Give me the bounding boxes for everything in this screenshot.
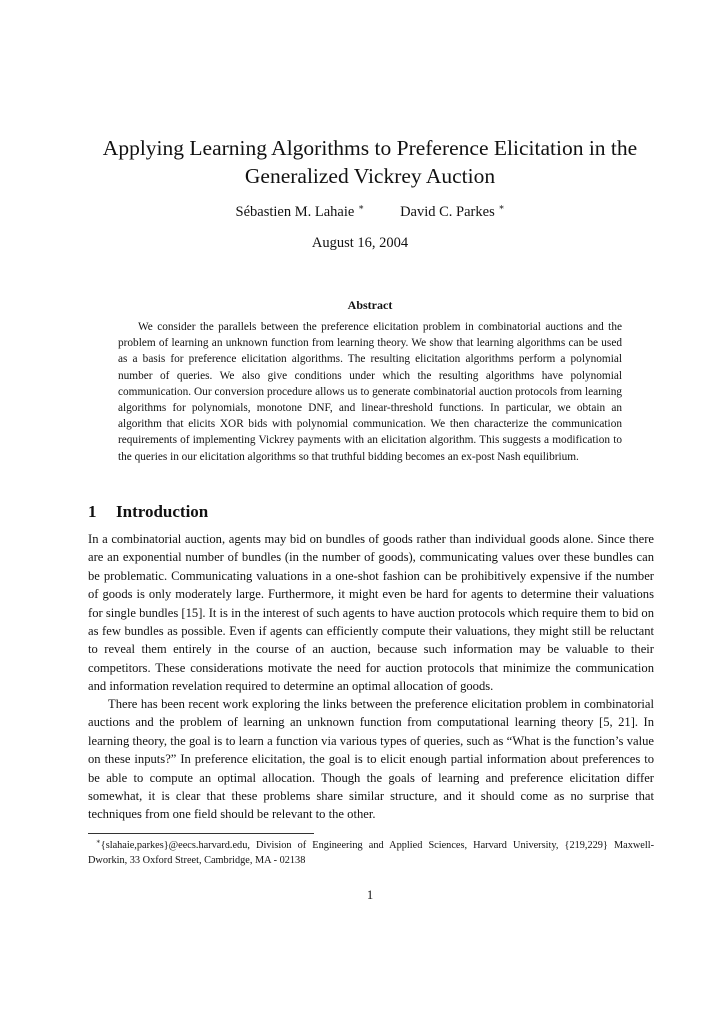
section-heading bbox=[88, 501, 648, 523]
author-name: David C. Parkes bbox=[400, 204, 495, 220]
paper-title: Applying Learning Algorithms to Preference Elicitation in the Generalized Vickrey Auction bbox=[102, 136, 638, 188]
body-paragraph: There has been recent work exploring the links between the preference elicitation problem in combinatorial auctions and the problem of learning an unknown function from computational learning theory [5, 21]. In learning theory, the goal is to learn a function via various types of queries, such as “What is the function’s value on these inputs?” In preference elicitation, the goal is to elicit enough partial information about preferences to be able to compute an optimal allocation. Though the goals of learning and preference elicitation differ somewhat, it is clear that these problems share similar structure, and it should come as no surprise that techniques from one field should be relevant to the other. bbox=[88, 697, 654, 822]
author-name: Sébastien M. Lahaie bbox=[235, 204, 355, 220]
section-number: 1 bbox=[88, 502, 97, 521]
abstract-heading: Abstract bbox=[347, 298, 393, 312]
body-paragraph: In a combinatorial auction, agents may bid on bundles of goods rather than individual goods alone. Since there are an exponential number of bundles (in the number of goods), communicating values over these bundles can be problematic. Communicating valuations in a one-shot fashion can be prohibitively expensive if the number of goods is only moderately large. Furthermore, it might even be hard for agents to determine their valuations for single bundles [15]. It is in the interest of such agents to have auction protocols which require them to bid on as few bundles as possible. Even if agents can efficiently compute their valuations, they might still be reluctant to reveal them entirely in the course of an auction, because such information may be valuable to their competitors. These considerations motivate the need for auction protocols that minimize the communication and information revelation required to determine an optimal allocation of goods. bbox=[88, 532, 654, 694]
section-title: Introduction bbox=[116, 502, 209, 521]
paper-date: August 16, 2004 bbox=[311, 235, 409, 251]
footnote-rule bbox=[88, 833, 314, 834]
footnote-mark: ∗ bbox=[96, 837, 101, 846]
footnote-text: {slahaie,parkes}@eecs.harvard.edu, Division of Engineering and Applied Sciences, Harvard University, {219,229} Maxwell-Dworkin, 33 Oxford Street, Cambridge, MA - 02138 bbox=[88, 840, 654, 866]
author-list bbox=[0, 203, 720, 221]
author-footnote-mark: ∗ bbox=[357, 202, 365, 213]
footnote bbox=[88, 838, 654, 868]
page-number: 1 bbox=[366, 888, 374, 902]
author-lahaie bbox=[236, 203, 365, 221]
author-parkes bbox=[400, 203, 504, 221]
author-footnote-mark: ∗ bbox=[498, 202, 505, 213]
abstract-text: We consider the parallels between the preference elicitation problem in combinatorial auctions and the problem of learning an unknown function from learning theory. We show that learning algorithms can be used as a basis for preference elicitation algorithms. The resulting elicitation algorithms perform a polynomial number of queries. We also give conditions under which the resulting algorithms have polynomial communication. Our conversion procedure allows us to generate combinatorial auction protocols from learning algorithms for polynomials, monotone DNF, and linear-threshold functions. In particular, we obtain an algorithm that elicits XOR bids with polynomial communication. We then characterize the communication requirements of implementing Vickrey payments with an elicitation algorithm. This suggests a modification to the queries in our elicitation algorithms so that truthful bidding becomes an ex-post Nash equilibrium. bbox=[118, 321, 622, 463]
